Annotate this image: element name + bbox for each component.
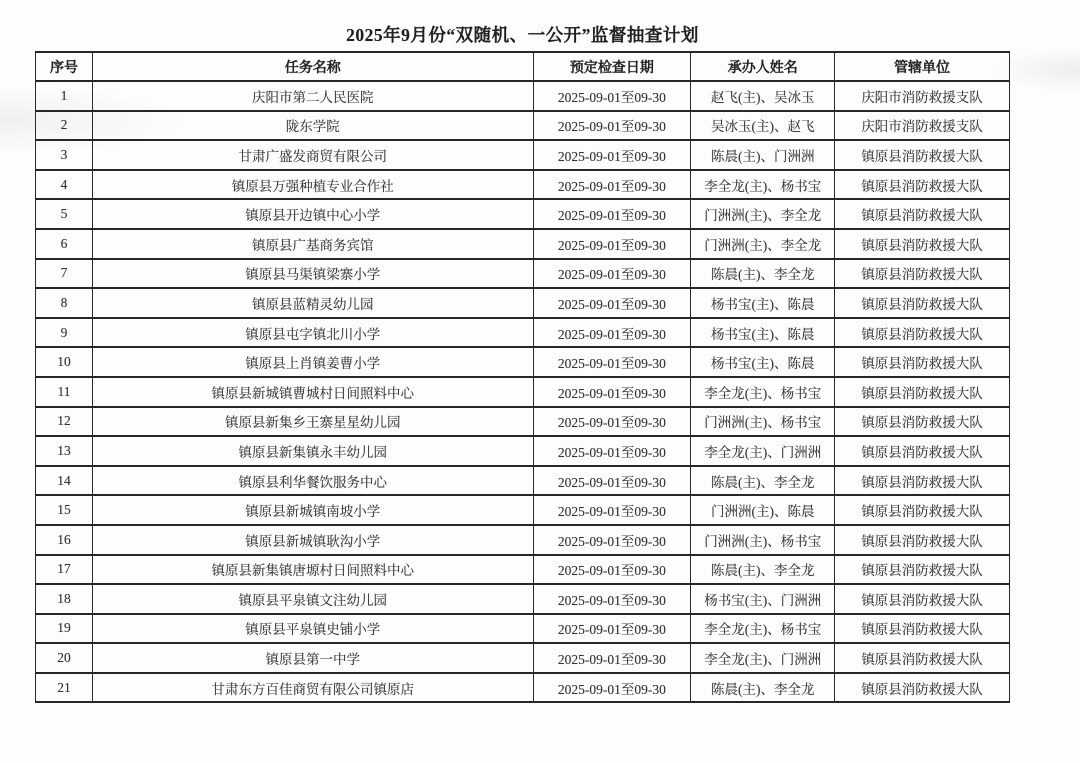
date-cell: 2025-09-01至09-30: [533, 347, 691, 377]
task-cell: 镇原县上肖镇姜曹小学: [92, 347, 533, 377]
unit-cell: 镇原县消防救援大队: [835, 436, 1010, 466]
unit-cell: 镇原县消防救援大队: [835, 525, 1010, 555]
table-row: [36, 170, 1010, 200]
table-row: [36, 377, 1010, 407]
handlers-cell: 杨书宝(主)、陈晨: [691, 288, 835, 318]
seq-cell: 9: [36, 318, 93, 348]
seq-cell: 3: [36, 140, 93, 170]
inspection-plan-table: [35, 51, 1010, 703]
task-cell: 镇原县万强种植专业合作社: [92, 170, 533, 200]
handlers-cell: 陈晨(主)、李全龙: [691, 466, 835, 496]
task-cell: 甘肃广盛发商贸有限公司: [92, 140, 533, 170]
handlers-cell: 门洲洲(主)、李全龙: [691, 229, 835, 259]
unit-cell: 镇原县消防救援大队: [835, 377, 1010, 407]
task-cell: 镇原县蓝精灵幼儿园: [92, 288, 533, 318]
seq-cell: 11: [36, 377, 93, 407]
table-row: [36, 229, 1010, 259]
date-cell: 2025-09-01至09-30: [533, 614, 691, 644]
seq-cell: 18: [36, 584, 93, 614]
date-cell: 2025-09-01至09-30: [533, 555, 691, 585]
table-row: [36, 407, 1010, 437]
table-row: [36, 288, 1010, 318]
date-cell: 2025-09-01至09-30: [533, 259, 691, 289]
task-cell: 镇原县新集镇唐塬村日间照料中心: [92, 555, 533, 585]
handlers-cell: 陈晨(主)、李全龙: [691, 673, 835, 703]
table-row: [36, 259, 1010, 289]
handlers-cell: 陈晨(主)、李全龙: [691, 555, 835, 585]
date-cell: 2025-09-01至09-30: [533, 495, 691, 525]
handlers-cell: 李全龙(主)、门洲洲: [691, 643, 835, 673]
unit-cell: 镇原县消防救援大队: [835, 347, 1010, 377]
date-cell: 2025-09-01至09-30: [533, 140, 691, 170]
date-cell: 2025-09-01至09-30: [533, 377, 691, 407]
unit-cell: 镇原县消防救援大队: [835, 229, 1010, 259]
unit-cell: 庆阳市消防救援支队: [835, 81, 1010, 111]
header-task: 任务名称: [92, 52, 533, 81]
seq-cell: 13: [36, 436, 93, 466]
header-seq: 序号: [36, 52, 93, 81]
unit-cell: 镇原县消防救援大队: [835, 318, 1010, 348]
table-row: [36, 673, 1010, 703]
table-body: [36, 81, 1010, 702]
date-cell: 2025-09-01至09-30: [533, 229, 691, 259]
table-row: [36, 81, 1010, 111]
seq-cell: 10: [36, 347, 93, 377]
table-row: [36, 525, 1010, 555]
seq-cell: 15: [36, 495, 93, 525]
handlers-cell: 李全龙(主)、门洲洲: [691, 436, 835, 466]
header-date: 预定检查日期: [533, 52, 691, 81]
seq-cell: 14: [36, 466, 93, 496]
date-cell: 2025-09-01至09-30: [533, 407, 691, 437]
handlers-cell: 门洲洲(主)、杨书宝: [691, 407, 835, 437]
unit-cell: 镇原县消防救援大队: [835, 259, 1010, 289]
handlers-cell: 陈晨(主)、门洲洲: [691, 140, 835, 170]
page-title: 2025年9月份“双随机、一公开”监督抽查计划: [346, 25, 699, 45]
seq-cell: 6: [36, 229, 93, 259]
unit-cell: 镇原县消防救援大队: [835, 170, 1010, 200]
table-row: [36, 111, 1010, 141]
handlers-cell: 李全龙(主)、杨书宝: [691, 377, 835, 407]
unit-cell: 镇原县消防救援大队: [835, 584, 1010, 614]
table-row: [36, 318, 1010, 348]
handlers-cell: 杨书宝(主)、门洲洲: [691, 584, 835, 614]
date-cell: 2025-09-01至09-30: [533, 643, 691, 673]
unit-cell: 镇原县消防救援大队: [835, 466, 1010, 496]
date-cell: 2025-09-01至09-30: [533, 525, 691, 555]
table-row: [36, 436, 1010, 466]
table-row: [36, 614, 1010, 644]
task-cell: 陇东学院: [92, 111, 533, 141]
task-cell: 庆阳市第二人民医院: [92, 81, 533, 111]
header-handlers: 承办人姓名: [691, 52, 835, 81]
table-row: [36, 584, 1010, 614]
seq-cell: 12: [36, 407, 93, 437]
seq-cell: 20: [36, 643, 93, 673]
task-cell: 镇原县新集乡王寨星星幼儿园: [92, 407, 533, 437]
date-cell: 2025-09-01至09-30: [533, 318, 691, 348]
task-cell: 镇原县新集镇永丰幼儿园: [92, 436, 533, 466]
table-row: [36, 643, 1010, 673]
document-page: [35, 0, 1010, 703]
handlers-cell: 陈晨(主)、李全龙: [691, 259, 835, 289]
unit-cell: 镇原县消防救援大队: [835, 140, 1010, 170]
seq-cell: 2: [36, 111, 93, 141]
table-row: [36, 495, 1010, 525]
date-cell: 2025-09-01至09-30: [533, 170, 691, 200]
task-cell: 镇原县新城镇南坡小学: [92, 495, 533, 525]
seq-cell: 7: [36, 259, 93, 289]
seq-cell: 17: [36, 555, 93, 585]
unit-cell: 镇原县消防救援大队: [835, 614, 1010, 644]
date-cell: 2025-09-01至09-30: [533, 673, 691, 703]
task-cell: 镇原县新城镇曹城村日间照料中心: [92, 377, 533, 407]
seq-cell: 1: [36, 81, 93, 111]
task-cell: 甘肃东方百佳商贸有限公司镇原店: [92, 673, 533, 703]
handlers-cell: 门洲洲(主)、李全龙: [691, 199, 835, 229]
header-unit: 管辖单位: [835, 52, 1010, 81]
handlers-cell: 门洲洲(主)、杨书宝: [691, 525, 835, 555]
date-cell: 2025-09-01至09-30: [533, 466, 691, 496]
unit-cell: 镇原县消防救援大队: [835, 199, 1010, 229]
date-cell: 2025-09-01至09-30: [533, 436, 691, 466]
unit-cell: 镇原县消防救援大队: [835, 673, 1010, 703]
date-cell: 2025-09-01至09-30: [533, 584, 691, 614]
seq-cell: 5: [36, 199, 93, 229]
table-row: [36, 347, 1010, 377]
unit-cell: 庆阳市消防救援支队: [835, 111, 1010, 141]
table-header-row: [36, 52, 1010, 81]
task-cell: 镇原县利华餐饮服务中心: [92, 466, 533, 496]
task-cell: 镇原县平泉镇文注幼儿园: [92, 584, 533, 614]
seq-cell: 4: [36, 170, 93, 200]
handlers-cell: 赵飞(主)、吴冰玉: [691, 81, 835, 111]
seq-cell: 21: [36, 673, 93, 703]
date-cell: 2025-09-01至09-30: [533, 288, 691, 318]
task-cell: 镇原县屯字镇北川小学: [92, 318, 533, 348]
task-cell: 镇原县第一中学: [92, 643, 533, 673]
handlers-cell: 杨书宝(主)、陈晨: [691, 347, 835, 377]
handlers-cell: 杨书宝(主)、陈晨: [691, 318, 835, 348]
date-cell: 2025-09-01至09-30: [533, 111, 691, 141]
unit-cell: 镇原县消防救援大队: [835, 288, 1010, 318]
unit-cell: 镇原县消防救援大队: [835, 495, 1010, 525]
task-cell: 镇原县平泉镇史铺小学: [92, 614, 533, 644]
table-row: [36, 466, 1010, 496]
seq-cell: 16: [36, 525, 93, 555]
handlers-cell: 李全龙(主)、杨书宝: [691, 614, 835, 644]
task-cell: 镇原县马渠镇梁寨小学: [92, 259, 533, 289]
date-cell: 2025-09-01至09-30: [533, 199, 691, 229]
task-cell: 镇原县广基商务宾馆: [92, 229, 533, 259]
table-row: [36, 140, 1010, 170]
table-row: [36, 199, 1010, 229]
handlers-cell: 门洲洲(主)、陈晨: [691, 495, 835, 525]
date-cell: 2025-09-01至09-30: [533, 81, 691, 111]
handlers-cell: 李全龙(主)、杨书宝: [691, 170, 835, 200]
table-row: [36, 555, 1010, 585]
unit-cell: 镇原县消防救援大队: [835, 643, 1010, 673]
seq-cell: 19: [36, 614, 93, 644]
task-cell: 镇原县新城镇耿沟小学: [92, 525, 533, 555]
unit-cell: 镇原县消防救援大队: [835, 407, 1010, 437]
handlers-cell: 吴冰玉(主)、赵飞: [691, 111, 835, 141]
task-cell: 镇原县开边镇中心小学: [92, 199, 533, 229]
seq-cell: 8: [36, 288, 93, 318]
unit-cell: 镇原县消防救援大队: [835, 555, 1010, 585]
